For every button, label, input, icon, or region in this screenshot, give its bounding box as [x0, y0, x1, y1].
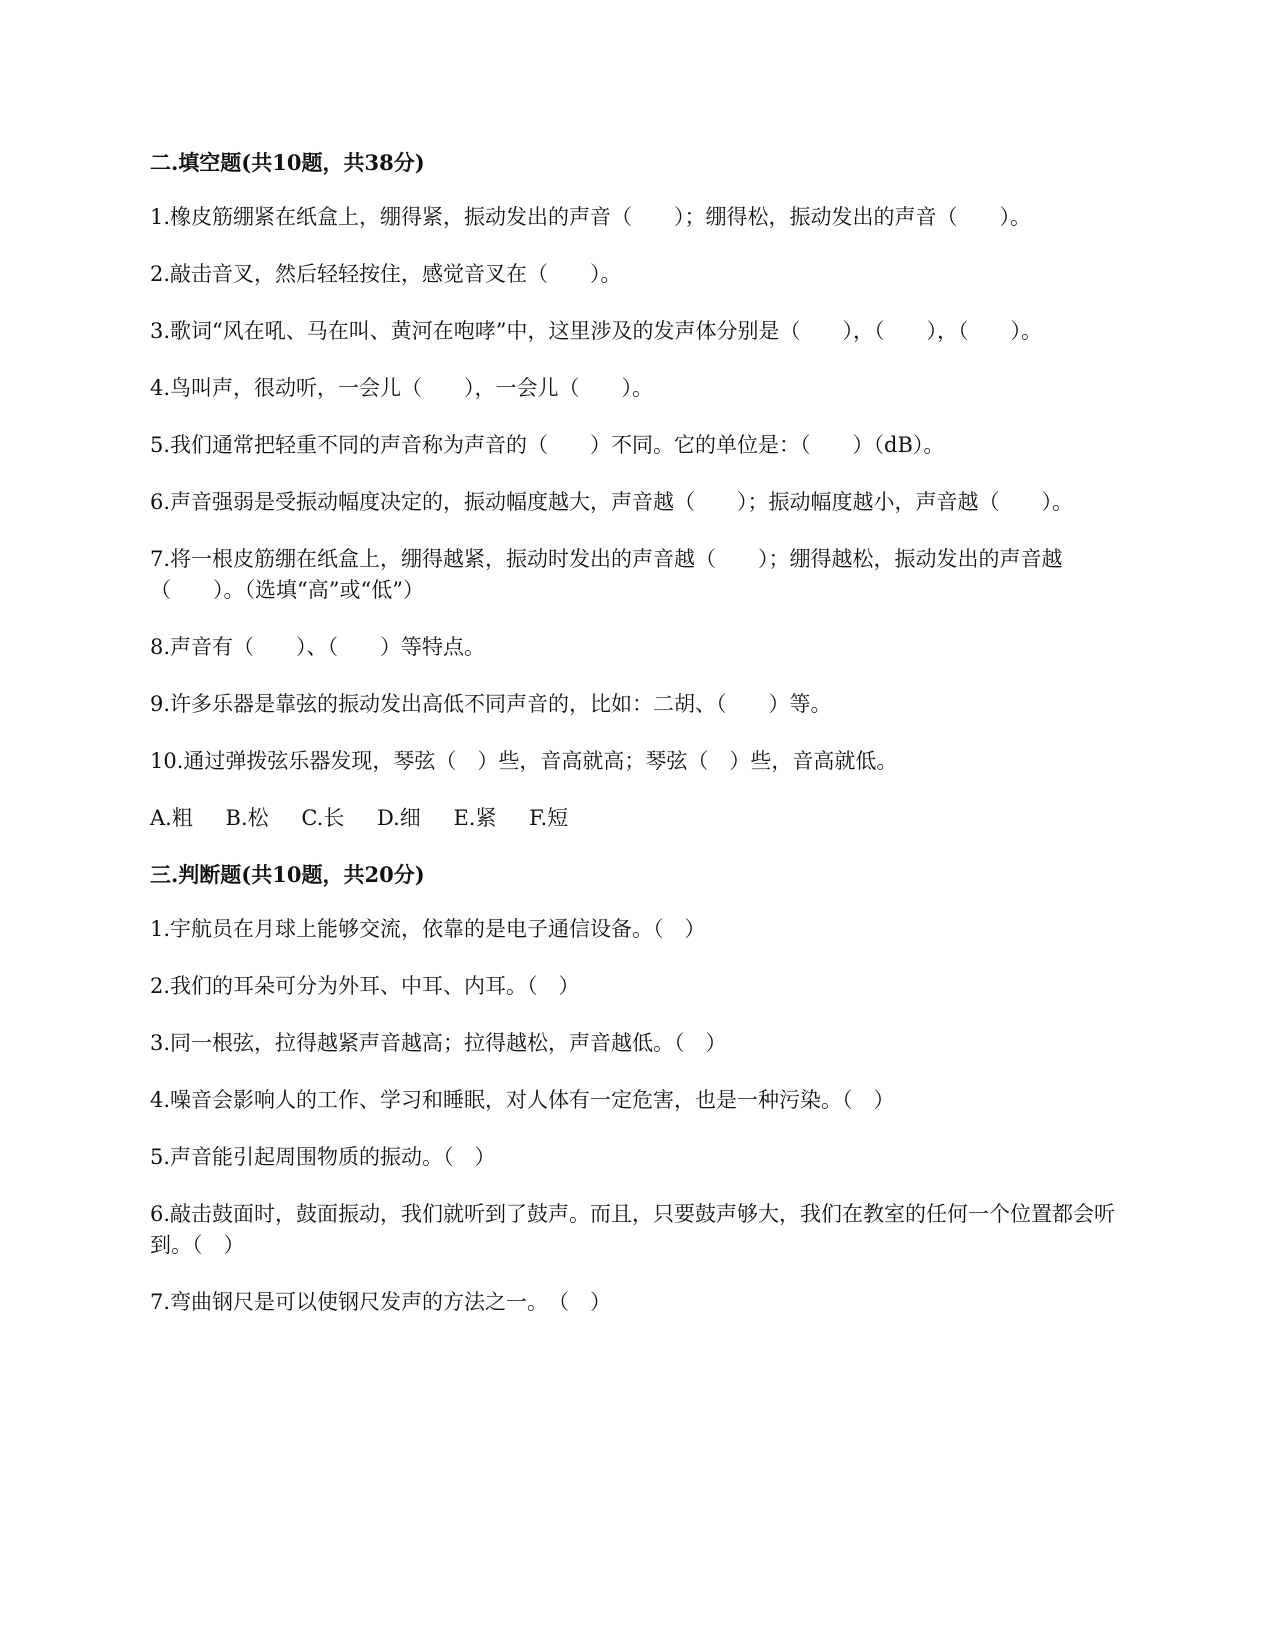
fill-question-8: 8.声音有（ ）、（ ）等特点。 — [150, 635, 486, 659]
section-title-fill-in: 二.填空题(共10题，共38分) — [150, 150, 425, 175]
option-f: F.短 — [529, 806, 569, 830]
answer-options — [150, 803, 1125, 834]
judge-question-2: 2.我们的耳朵可分为外耳、中耳、内耳。（ ） — [150, 974, 580, 998]
judge-question-5: 5.声音能引起周围物质的振动。（ ） — [150, 1145, 496, 1169]
judge-question-3: 3.同一根弦，拉得越紧声音越高；拉得越松，声音越低。（ ） — [150, 1031, 727, 1055]
fill-question-10: 10.通过弹拨弦乐器发现，琴弦（ ）些，音高就高；琴弦（ ）些，音高就低。 — [150, 749, 898, 773]
fill-question-9: 9.许多乐器是靠弦的振动发出高低不同声音的，比如：二胡、（ ）等。 — [150, 692, 832, 716]
section-title-true-false: 三.判断题(共10题，共20分) — [150, 862, 425, 887]
fill-question-2: 2.敲击音叉，然后轻轻按住，感觉音叉在（ ）。 — [150, 262, 622, 286]
option-b: B.松 — [225, 806, 269, 830]
option-d: D.细 — [377, 806, 421, 830]
fill-question-4: 4.鸟叫声，很动听，一会儿（ ），一会儿（ ）。 — [150, 376, 654, 400]
fill-question-1: 1.橡皮筋绷紧在纸盒上，绷得紧，振动发出的声音（ ）；绷得松，振动发出的声音（ ）。 — [150, 205, 1032, 229]
fill-question-7: 7.将一根皮筋绷在纸盒上，绷得越紧，振动时发出的声音越（ ）；绷得越松，振动发出的声音越（ ）。（选填“高”或“低”） — [150, 547, 1063, 602]
judge-question-1: 1.宇航员在月球上能够交流，依靠的是电子通信设备。（ ） — [150, 917, 706, 941]
judge-question-6: 6.敲击鼓面时，鼓面振动，我们就听到了鼓声。而且，只要鼓声够大，我们在教室的任何一个位置都会听到。（ ） — [150, 1202, 1116, 1257]
option-c: C.长 — [301, 806, 345, 830]
fill-question-3: 3.歌词“风在吼、马在叫、黄河在咆哮”中，这里涉及的发声体分别是（ ），（ ），（ ）。 — [150, 319, 1043, 343]
option-a: A.粗 — [150, 806, 193, 830]
worksheet-page — [150, 148, 1125, 1344]
option-e: E.紧 — [453, 806, 497, 830]
judge-question-4: 4.噪音会影响人的工作、学习和睡眠，对人体有一定危害，也是一种污染。（ ） — [150, 1088, 895, 1112]
fill-question-5: 5.我们通常把轻重不同的声音称为声音的（ ）不同。它的单位是：（ ）（dB）。 — [150, 433, 945, 457]
judge-question-7: 7.弯曲钢尺是可以使钢尺发声的方法之一。 （ ） — [150, 1290, 612, 1314]
fill-question-6: 6.声音强弱是受振动幅度决定的，振动幅度越大，声音越（ ）；振动幅度越小，声音越（ ）。 — [150, 490, 1074, 514]
